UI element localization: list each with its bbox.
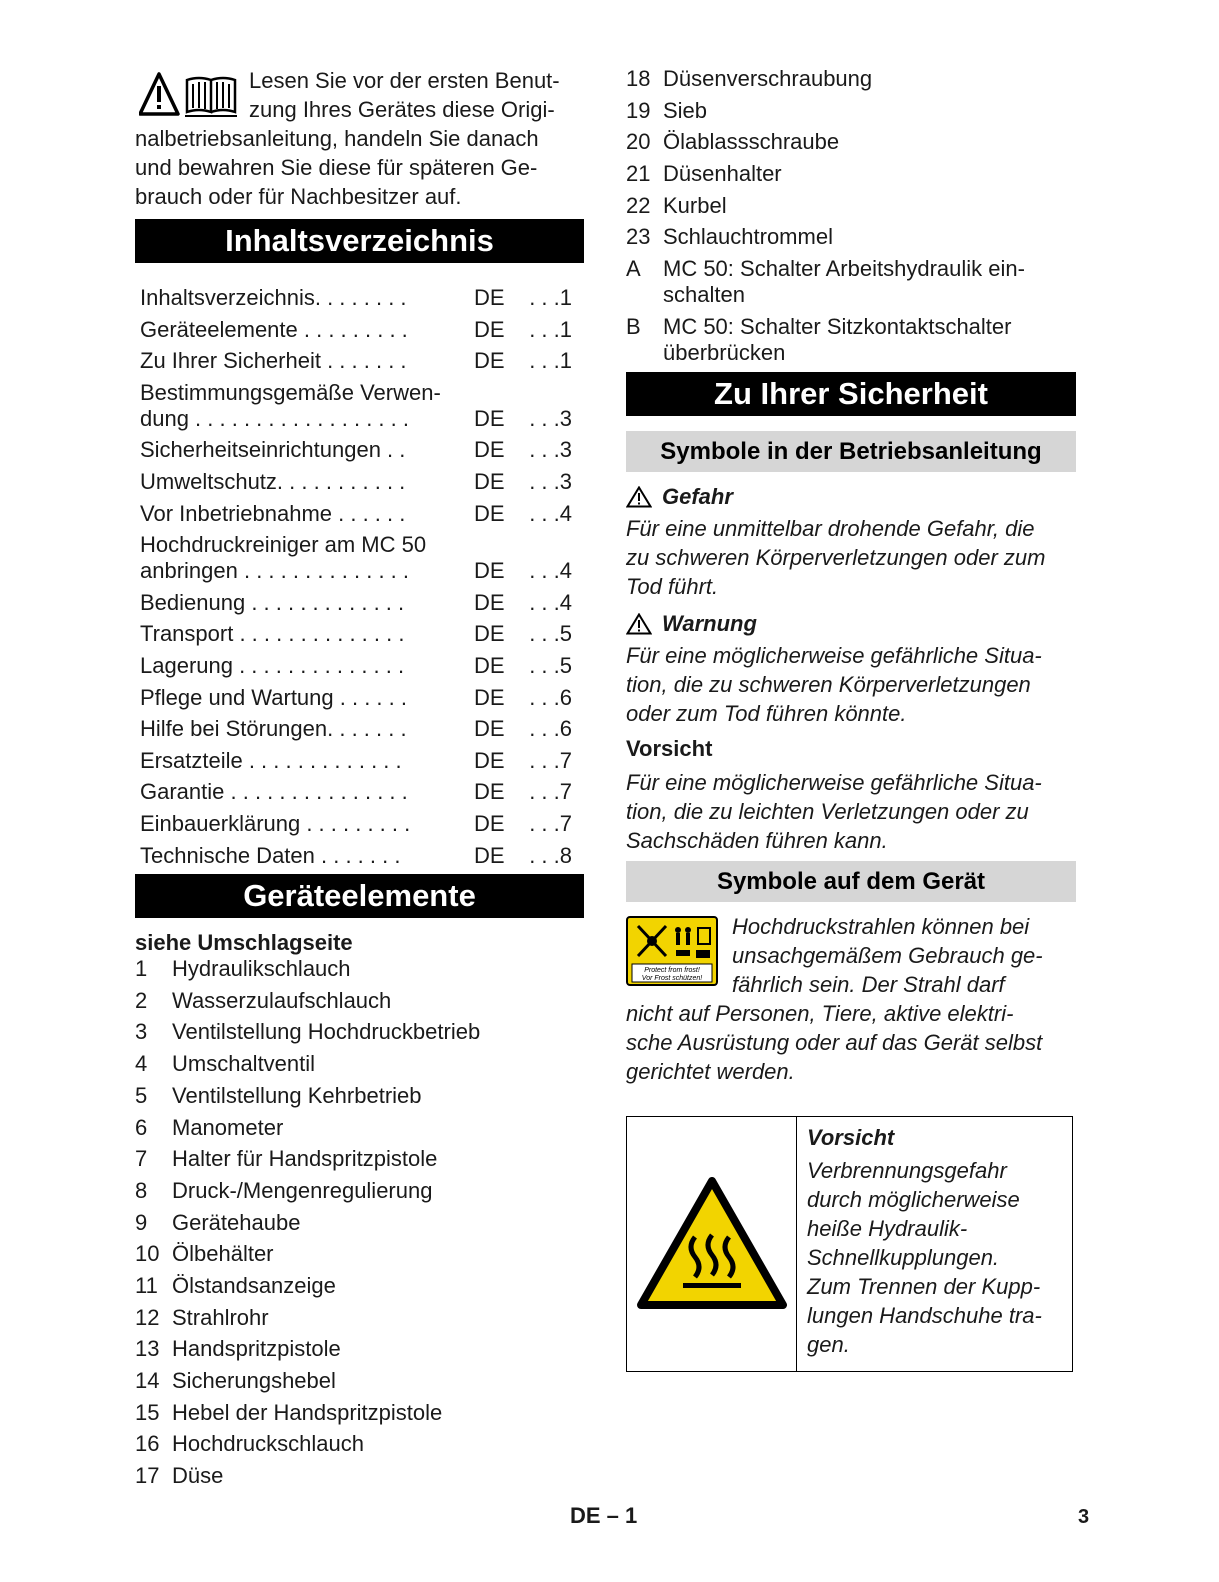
danger-title: Gefahr bbox=[662, 483, 733, 509]
list-item-label bbox=[172, 1019, 584, 1045]
elements-heading: Geräteelemente bbox=[135, 874, 584, 918]
toc-entry-title-line: Garantie . . . . . . . . . . . . . . . bbox=[140, 779, 408, 805]
toc-entry-title bbox=[140, 779, 474, 805]
toc-entry-page: . . .4 bbox=[529, 589, 572, 615]
list-item-text: Strahlrohr bbox=[172, 1304, 269, 1330]
list-item-text: Ölbehälter bbox=[172, 1241, 274, 1267]
toc-entry-title-line: Sicherheitseinrichtungen . . bbox=[140, 437, 406, 463]
toc-entry[interactable] bbox=[140, 590, 584, 616]
list-item-text: Umschaltventil bbox=[172, 1051, 316, 1077]
list-item-label bbox=[172, 1241, 584, 1267]
device-line-3: fährlich sein. Der Strahl darf bbox=[732, 971, 1005, 997]
toc-entry-language: DE bbox=[474, 437, 505, 463]
list-item-text: Wasserzulaufschlauch bbox=[172, 987, 392, 1013]
toc-entry-title bbox=[140, 532, 474, 584]
list-item bbox=[626, 66, 1076, 92]
list-item bbox=[135, 1115, 584, 1141]
intro-line-3: nalbetriebsanleitung, handeln Sie danach bbox=[135, 126, 539, 151]
toc-entry-title bbox=[140, 811, 474, 837]
intro-line-1: Lesen Sie vor der ersten Benut- bbox=[249, 68, 560, 93]
device-line-1: Hochdruckstrahlen können bei bbox=[732, 913, 1030, 939]
toc-entry[interactable] bbox=[140, 348, 584, 374]
list-item-text: Ventilstellung Hochdruckbetrieb bbox=[172, 1019, 481, 1045]
elements-subheading: siehe Umschlagseite bbox=[135, 930, 353, 956]
device-line-5: sche Ausrüstung oder auf das Gerät selbst bbox=[626, 1029, 1043, 1055]
toc-entry-title-line: Pflege und Wartung . . . . . . bbox=[140, 684, 407, 710]
high-pressure-hazard-icon bbox=[626, 916, 718, 986]
list-item-text: Ventilstellung Kehrbetrieb bbox=[172, 1082, 422, 1108]
warning-block bbox=[626, 611, 1076, 728]
list-item-label bbox=[663, 314, 1076, 366]
toc-entry-language: DE bbox=[474, 316, 505, 342]
list-item-number: 6 bbox=[135, 1114, 148, 1140]
box-line-7: gen. bbox=[807, 1331, 850, 1357]
list-item bbox=[135, 1336, 584, 1362]
list-item-text: Hydraulikschlauch bbox=[172, 956, 351, 982]
list-item-text: Kurbel bbox=[663, 192, 727, 218]
hot-surface-warning-icon bbox=[637, 1177, 787, 1311]
toc-entry[interactable] bbox=[140, 748, 584, 774]
warning-line-2: tion, die zu schweren Körperverletzungen bbox=[626, 671, 1031, 697]
toc-entry-title bbox=[140, 501, 474, 527]
toc-entry-language: DE bbox=[474, 558, 505, 584]
toc-entry-title bbox=[140, 621, 474, 647]
elements-list-right bbox=[626, 66, 1076, 366]
list-item-text: Gerätehaube bbox=[172, 1209, 301, 1235]
toc-entry-language: DE bbox=[474, 652, 505, 678]
toc-entry-page: . . .8 bbox=[529, 842, 572, 868]
list-item bbox=[626, 129, 1076, 155]
list-item bbox=[135, 1241, 584, 1267]
list-item-label bbox=[663, 193, 1076, 219]
danger-warning-icon bbox=[626, 486, 652, 508]
toc-entry-title bbox=[140, 285, 474, 311]
intro-line-2: zung Ihres Gerätes diese Origi- bbox=[249, 97, 555, 122]
list-item-text: Hochdruckschlauch bbox=[172, 1431, 364, 1457]
list-item bbox=[135, 1400, 584, 1426]
toc-entry[interactable] bbox=[140, 532, 584, 584]
list-item-number: 9 bbox=[135, 1209, 148, 1235]
caution-line-1: Für eine möglicherweise gefährliche Situa- bbox=[626, 769, 1042, 795]
toc-entry-title bbox=[140, 380, 474, 432]
toc-heading: Inhaltsverzeichnis bbox=[135, 219, 584, 263]
list-item-number: 23 bbox=[626, 224, 651, 250]
device-line-4: nicht auf Personen, Tiere, aktive elektri- bbox=[626, 1000, 1014, 1026]
list-item-number: 13 bbox=[135, 1336, 160, 1362]
list-item-label bbox=[172, 1083, 584, 1109]
elements-list-left bbox=[135, 956, 584, 1489]
list-item-label bbox=[172, 1051, 584, 1077]
list-item-number: 5 bbox=[135, 1082, 148, 1108]
list-item-number: 21 bbox=[626, 161, 651, 187]
list-item-label bbox=[663, 224, 1076, 250]
caution-title: Vorsicht bbox=[626, 735, 713, 761]
toc-entry-language: DE bbox=[474, 348, 505, 374]
toc-entry-page: . . .3 bbox=[529, 437, 572, 463]
right-column bbox=[626, 66, 1076, 1372]
list-item-text: Handspritzpistole bbox=[172, 1336, 341, 1362]
toc-entry-page: . . .1 bbox=[529, 285, 572, 310]
toc-entry[interactable] bbox=[140, 437, 584, 463]
toc-entry[interactable] bbox=[140, 501, 584, 527]
box-line-3: heiße Hydraulik- bbox=[807, 1215, 968, 1241]
toc-entry-title-line: Hilfe bei Störungen. . . . . . . bbox=[140, 716, 407, 742]
toc-entry-language: DE bbox=[474, 842, 505, 868]
list-item-number: 4 bbox=[135, 1051, 148, 1077]
toc-entry-title-line: Technische Daten . . . . . . . bbox=[140, 842, 401, 868]
hot-surface-icon-cell bbox=[627, 1117, 797, 1371]
device-line-6: gerichtet werden. bbox=[626, 1058, 795, 1084]
list-item bbox=[135, 1083, 584, 1109]
toc-entry-language: DE bbox=[474, 747, 505, 773]
list-item bbox=[135, 1210, 584, 1236]
list-item-number: 8 bbox=[135, 1177, 148, 1203]
list-item-number: 3 bbox=[135, 1019, 148, 1045]
warning-line-1: Für eine möglicherweise gefährliche Situa- bbox=[626, 642, 1042, 668]
toc-entry-page: . . .6 bbox=[529, 716, 572, 742]
intro-notice bbox=[135, 66, 584, 211]
list-item-number: 2 bbox=[135, 987, 148, 1013]
left-column bbox=[135, 66, 584, 1495]
toc-entry-title bbox=[140, 317, 474, 343]
toc-entry-title bbox=[140, 716, 474, 742]
caution-block bbox=[626, 736, 1076, 855]
toc-entry[interactable] bbox=[140, 779, 584, 805]
toc-entry[interactable] bbox=[140, 469, 584, 495]
toc-entry-title bbox=[140, 469, 474, 495]
toc-entry[interactable] bbox=[140, 716, 584, 742]
toc-entry-title-line: Einbauerklärung . . . . . . . . . bbox=[140, 810, 411, 836]
list-item-label bbox=[172, 1178, 584, 1204]
danger-line-3: Tod führt. bbox=[626, 573, 719, 599]
toc-entry-title-line: Bestimmungsgemäße Verwen- bbox=[140, 379, 441, 405]
caution-line-3: Sachschäden führen kann. bbox=[626, 827, 888, 853]
toc-entry-page: . . .7 bbox=[529, 747, 572, 773]
list-item-number: 19 bbox=[626, 97, 651, 123]
toc-entry-language: DE bbox=[474, 684, 505, 710]
toc-entry-title-line: Geräteelemente . . . . . . . . . bbox=[140, 316, 408, 342]
list-item-number: 12 bbox=[135, 1304, 160, 1330]
list-item-label bbox=[172, 1305, 584, 1331]
toc-entry-language: DE bbox=[474, 716, 505, 742]
toc-entry[interactable] bbox=[140, 653, 584, 679]
warning-triangle-icon bbox=[626, 613, 652, 635]
list-item-number: 7 bbox=[135, 1146, 148, 1172]
warning-title: Warnung bbox=[662, 610, 757, 636]
box-line-4: Schnellkupplungen. bbox=[807, 1244, 1000, 1270]
list-item-text: MC 50: Schalter Arbeitshydraulik ein- bbox=[663, 256, 1025, 282]
footer-page-number: 3 bbox=[1078, 1506, 1090, 1528]
danger-block bbox=[626, 484, 1076, 601]
toc-entry-page: . . .4 bbox=[529, 558, 572, 584]
device-symbol-block bbox=[626, 912, 1076, 1086]
device-icon-text-1: Protect from frost! bbox=[644, 966, 700, 974]
toc-entry-title-line-2: anbringen . . . . . . . . . . . . . . bbox=[140, 558, 410, 584]
list-item-text: Hebel der Handspritzpistole bbox=[172, 1399, 443, 1425]
list-item-text: Düsenverschraubung bbox=[663, 66, 873, 91]
list-item-text: MC 50: Schalter Sitzkontaktschalter bbox=[663, 313, 1012, 339]
toc-entry-title-line: Umweltschutz. . . . . . . . . . . bbox=[140, 468, 406, 494]
list-item-label bbox=[172, 1210, 584, 1236]
list-item-text-continued: schalten bbox=[663, 282, 745, 308]
list-item-text: Düse bbox=[172, 1463, 224, 1489]
list-item-text: Sicherungshebel bbox=[172, 1368, 336, 1394]
toc-entry-title bbox=[140, 685, 474, 711]
toc-entry[interactable] bbox=[140, 621, 584, 647]
box-line-2: durch möglicherweise bbox=[807, 1186, 1020, 1212]
box-line-1: Verbrennungsgefahr bbox=[807, 1157, 1007, 1183]
list-item bbox=[626, 256, 1076, 308]
toc-entry-title-line: Hochdruckreiniger am MC 50 bbox=[140, 532, 427, 558]
toc-entry[interactable] bbox=[140, 285, 584, 311]
list-item bbox=[135, 1178, 584, 1204]
hot-surface-caution-box bbox=[626, 1116, 1073, 1372]
list-item-label bbox=[172, 1273, 584, 1299]
device-icon-text-2: Vor Frost schützen! bbox=[641, 974, 703, 982]
toc-entry-title bbox=[140, 843, 474, 869]
list-item-label bbox=[663, 66, 1076, 92]
box-line-6: lungen Handschuhe tra- bbox=[807, 1302, 1042, 1328]
toc-entry-title bbox=[140, 653, 474, 679]
toc-entry-title-line: Lagerung . . . . . . . . . . . . . . bbox=[140, 652, 405, 678]
toc-entry-title-line: Zu Ihrer Sicherheit . . . . . . . bbox=[140, 348, 407, 374]
list-item bbox=[135, 1273, 584, 1299]
list-item-text: Druck-/Mengenregulierung bbox=[172, 1177, 433, 1203]
list-item-number: 10 bbox=[135, 1241, 160, 1267]
list-item-label bbox=[663, 161, 1076, 187]
box-line-5: Zum Trennen der Kupp- bbox=[807, 1273, 1041, 1299]
list-item-label bbox=[663, 98, 1076, 124]
safety-heading: Zu Ihrer Sicherheit bbox=[626, 372, 1076, 416]
toc-entry-title-line: Transport . . . . . . . . . . . . . . bbox=[140, 621, 405, 647]
list-item bbox=[135, 1305, 584, 1331]
list-item-number: 14 bbox=[135, 1368, 160, 1394]
list-item-number: 22 bbox=[626, 192, 651, 218]
list-item-text: Schlauchtrommel bbox=[663, 224, 833, 250]
list-item-number: 1 bbox=[135, 956, 148, 982]
danger-line-1: Für eine unmittelbar drohende Gefahr, die bbox=[626, 515, 1035, 541]
intro-line-5: brauch oder für Nachbesitzer auf. bbox=[135, 184, 462, 209]
list-item-label bbox=[172, 956, 584, 982]
device-symbols-heading: Symbole auf dem Gerät bbox=[626, 861, 1076, 902]
list-item bbox=[626, 161, 1076, 187]
toc-entry[interactable] bbox=[140, 811, 584, 837]
danger-line-2: zu schweren Körperverletzungen oder zum bbox=[626, 544, 1046, 570]
hot-surface-text-cell bbox=[797, 1117, 1072, 1371]
toc-entry-title bbox=[140, 748, 474, 774]
toc-entry[interactable] bbox=[140, 843, 584, 869]
toc-entry-title-line: Ersatzteile . . . . . . . . . . . . . bbox=[140, 747, 402, 773]
list-item-label bbox=[663, 129, 1076, 155]
list-item-number: 16 bbox=[135, 1431, 160, 1457]
box-title: Vorsicht bbox=[807, 1124, 895, 1150]
list-item bbox=[135, 1463, 584, 1489]
list-item-label bbox=[172, 1368, 584, 1394]
list-item bbox=[626, 98, 1076, 124]
toc-entry-language: DE bbox=[474, 500, 505, 526]
toc-entry-title bbox=[140, 437, 474, 463]
list-item-text: Düsenhalter bbox=[663, 161, 782, 187]
caution-line-2: tion, die zu leichten Verletzungen oder zu bbox=[626, 798, 1029, 824]
list-item bbox=[135, 1146, 584, 1172]
list-item-label bbox=[172, 1336, 584, 1362]
toc-entry-language: DE bbox=[474, 285, 505, 310]
list-item-number: 18 bbox=[626, 66, 651, 91]
toc-entry-title bbox=[140, 348, 474, 374]
list-item-number: 17 bbox=[135, 1463, 160, 1489]
list-item-text: Manometer bbox=[172, 1114, 284, 1140]
toc-entry-title-line: Vor Inbetriebnahme . . . . . . bbox=[140, 500, 406, 526]
toc-entry-page: . . .3 bbox=[529, 468, 572, 494]
list-item-text: Sieb bbox=[663, 97, 708, 123]
list-item-number: B bbox=[626, 313, 641, 339]
list-item bbox=[135, 1368, 584, 1394]
footer-language-page: DE – 1 bbox=[570, 1503, 638, 1528]
list-item-label bbox=[172, 988, 584, 1014]
list-item-number: A bbox=[626, 256, 641, 282]
toc-entry-language: DE bbox=[474, 810, 505, 836]
list-item-label bbox=[172, 1115, 584, 1141]
toc-entry[interactable] bbox=[140, 317, 584, 343]
list-item bbox=[135, 988, 584, 1014]
list-item-label bbox=[172, 1463, 584, 1489]
list-item bbox=[135, 1051, 584, 1077]
list-item bbox=[626, 314, 1076, 366]
list-item bbox=[135, 956, 584, 982]
intro-line-4: und bewahren Sie diese für späteren Ge- bbox=[135, 155, 538, 180]
list-item bbox=[135, 1431, 584, 1457]
toc-entry[interactable] bbox=[140, 380, 584, 432]
table-of-contents bbox=[140, 285, 584, 869]
toc-entry-language: DE bbox=[474, 405, 505, 431]
list-item-text: Ölstandsanzeige bbox=[172, 1272, 336, 1298]
toc-entry-page: . . .3 bbox=[529, 405, 572, 431]
list-item-text-continued: überbrücken bbox=[663, 339, 786, 365]
symbols-manual-heading: Symbole in der Betriebsanleitung bbox=[626, 431, 1076, 472]
list-item-label bbox=[172, 1431, 584, 1457]
list-item-number: 11 bbox=[135, 1272, 158, 1298]
toc-entry-page: . . .1 bbox=[529, 348, 572, 374]
toc-entry-page: . . .7 bbox=[529, 810, 572, 836]
list-item bbox=[626, 224, 1076, 250]
toc-entry-language: DE bbox=[474, 621, 505, 647]
warning-line-3: oder zum Tod führen könnte. bbox=[626, 700, 907, 726]
list-item bbox=[135, 1019, 584, 1045]
toc-entry-page: . . .4 bbox=[529, 500, 572, 526]
read-manual-warning-icon bbox=[139, 72, 239, 118]
list-item-text: Ölablassschraube bbox=[663, 129, 840, 155]
toc-entry-title-line: Bedienung . . . . . . . . . . . . . bbox=[140, 589, 405, 615]
toc-entry-language: DE bbox=[474, 589, 505, 615]
toc-entry-page: . . .5 bbox=[529, 621, 572, 647]
list-item-text: Halter für Handspritzpistole bbox=[172, 1146, 438, 1172]
toc-entry-title bbox=[140, 590, 474, 616]
toc-entry-page: . . .7 bbox=[529, 779, 572, 805]
device-line-2: unsachgemäßem Gebrauch ge- bbox=[732, 942, 1043, 968]
toc-entry-title-line: Inhaltsverzeichnis. . . . . . . . bbox=[140, 285, 407, 310]
list-item-label bbox=[172, 1146, 584, 1172]
toc-entry[interactable] bbox=[140, 685, 584, 711]
toc-entry-page: . . .1 bbox=[529, 316, 572, 342]
toc-entry-page: . . .5 bbox=[529, 652, 572, 678]
toc-entry-language: DE bbox=[474, 779, 505, 805]
list-item-label bbox=[172, 1400, 584, 1426]
list-item bbox=[626, 193, 1076, 219]
list-item-label bbox=[663, 256, 1076, 308]
toc-entry-title-line-2: dung . . . . . . . . . . . . . . . . . . bbox=[140, 405, 409, 431]
toc-entry-language: DE bbox=[474, 468, 505, 494]
list-item-number: 15 bbox=[135, 1399, 160, 1425]
toc-entry-page: . . .6 bbox=[529, 684, 572, 710]
list-item-number: 20 bbox=[626, 129, 651, 155]
